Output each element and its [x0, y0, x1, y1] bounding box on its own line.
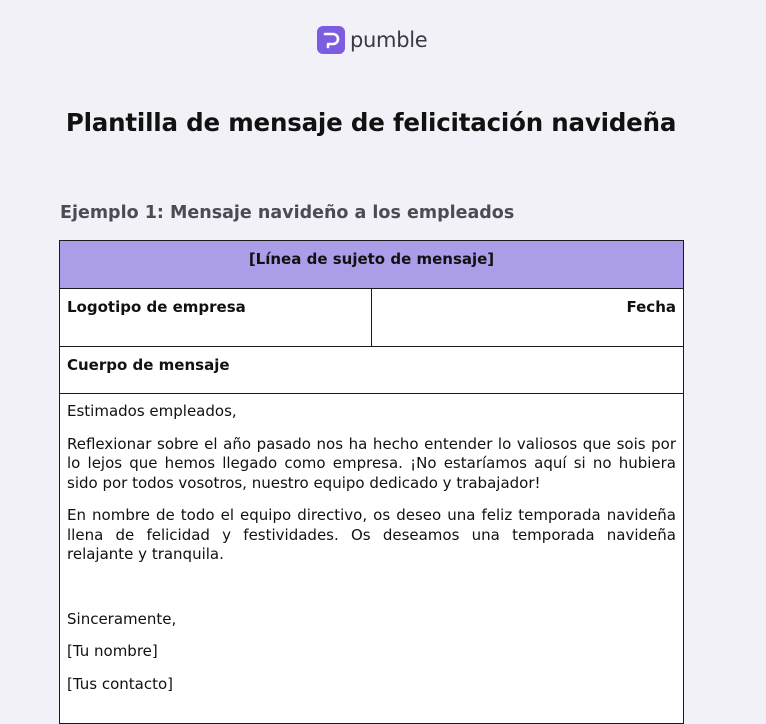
greeting-text: Estimados empleados, [67, 402, 237, 420]
date-cell: Fecha [372, 289, 684, 347]
subject-line-cell: [Línea de sujeto de mensaje] [60, 241, 684, 289]
pumble-wordmark: pumble [350, 28, 428, 52]
body-label-cell: Cuerpo de mensaje [60, 347, 684, 394]
contact-placeholder: [Tus contacto] [67, 674, 173, 693]
example-subtitle: Ejemplo 1: Mensaje navideño a los empleados [60, 203, 515, 223]
company-logo-cell: Logotipo de empresa [60, 289, 372, 347]
body-paragraph-1: Reflexionar sobre el año pasado nos ha hecho entender lo valiosos que sois por lo lejos que hemos llegado como empresa. ¡No estaríamos aquí si no hubiera sido por todos vosotros, nuestro equipo dedicado y trabajador! [67, 434, 676, 492]
page-title: Plantilla de mensaje de felicitación navideña [65, 108, 677, 137]
message-body-cell [60, 394, 684, 724]
table-row [60, 394, 684, 724]
pumble-logo [317, 26, 427, 54]
body-paragraph-2: En nombre de todo el equipo directivo, os deseo una feliz temporada navideña llena de felicidad y festividades. Os deseamos una temporada navideña relajante y tranquila. [67, 506, 676, 563]
table-row [60, 241, 684, 289]
closing-text: Sinceramente, [67, 609, 177, 628]
table-row [60, 289, 684, 347]
pumble-logo-icon [317, 26, 345, 54]
name-placeholder: [Tu nombre] [67, 642, 158, 660]
message-template-table [59, 240, 684, 724]
table-row [60, 347, 684, 394]
